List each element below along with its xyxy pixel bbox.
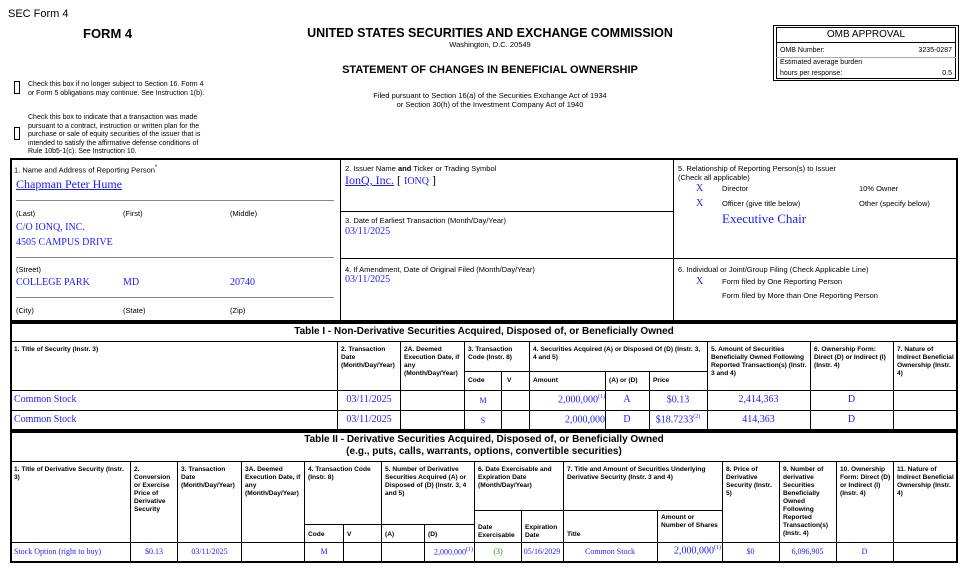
t2-a-header: (A) (385, 531, 395, 538)
one-person-mark: X (696, 276, 704, 287)
earliest-transaction-label: 3. Date of Earliest Transaction (Month/Day/Year) (345, 216, 507, 225)
agency-city: Washington, D.C. 20549 (449, 40, 531, 49)
reporting-person-name-link[interactable]: Chapman Peter Hume (16, 177, 122, 191)
table-row: Stock Option (right to buy) $0.13 03/11/2025 M 2,000,000$^{(1)}$ (3) 05/16/2029 Common Stock 2,000,000$^{(1)}$ $0 6,096,905 D (14, 545, 868, 557)
t2-date-exercisable-header: Date Exercisable (478, 524, 515, 539)
officer-label: Officer (give title below) (722, 199, 801, 208)
t1-col2a-header: 2A. Deemed Execution Date, if any (Month/Day/Year) (404, 346, 460, 377)
t2-col2-header: 2. Conversion or Exercise Price of Derivative Security (134, 466, 171, 513)
checkbox2-text: Check this box to indicate that a transaction was made pursuant to a contract, instruction or written plan for the purchase or sale of equity securities of the issuer that is intended to satisfy the affirmative defense conditions of Rule 10b5-1(c). See Instruction 10. (28, 114, 201, 155)
state-value: MD (123, 277, 140, 288)
t1-col6-header: 6. Ownership Form: Direct (D) or Indirect (I) (Instr. 4) (814, 346, 886, 369)
t1-price-header: Price (653, 377, 670, 384)
ten-pct-owner-label: 10% Owner (859, 184, 899, 193)
issuer-label: 2. Issuer Name and Ticker or Trading Symbol (345, 164, 497, 173)
omb-number-value: 3235-0287 (918, 47, 952, 54)
t2-col3-header: 3. Transaction Date (Month/Day/Year) (181, 466, 235, 489)
reporting-person-label: 1. Name and Address of Reporting Person* (14, 165, 158, 175)
multi-person-label: Form filed by More than One Reporting Person (722, 291, 878, 300)
checkbox1-text: Check this box if no longer subject to Section 16. Form 4 or Form 5 obligations may continue. See Instruction 1(b). (28, 81, 205, 97)
table2-subtitle: (e.g., puts, calls, warrants, options, convertible securities) (346, 446, 622, 457)
address-line1: C/O IONQ, INC. (16, 222, 85, 233)
t2-col4-header: 4. Transaction Code (Instr. 8) (308, 466, 371, 481)
table-row: Common Stock 03/11/2025 S 2,000,000 D $18.7233$^{(2)}$ 414,363 D (14, 414, 856, 426)
address-line2: 4505 CAMPUS DRIVE (16, 237, 113, 248)
t1-code-header: Code (468, 377, 485, 384)
t2-col1-header: 1. Title of Derivative Security (Instr. 3) (14, 466, 124, 481)
omb-title: OMB APPROVAL (826, 29, 906, 40)
last-label: (Last) (16, 209, 36, 218)
t2-col6-header: 6. Date Exercisable and Expiration Date (Month/Day/Year) (478, 466, 552, 489)
t1-col3-header: 3. Transaction Code (Instr. 8) (468, 346, 513, 361)
issuer-name-line: IonQ, Inc. [ IONQ ] (345, 173, 436, 187)
middle-label: (Middle) (230, 209, 258, 218)
t1-col5-header: 5. Amount of Securities Beneficially Owned Following Reported Transaction(s) (Instr. 3 and 4) (711, 346, 807, 377)
t2-col11-header: 11. Nature of Indirect Beneficial Ownership (Instr. 4) (897, 466, 954, 497)
zip-label: (Zip) (230, 306, 246, 315)
city-label: (City) (16, 306, 34, 315)
one-person-label: Form filed by One Reporting Person (722, 277, 843, 286)
t2-col7-header: 7. Title and Amount of Securities Underlying Derivative Security (Instr. 3 and 4) (567, 466, 706, 481)
rule-10b5-1-checkbox[interactable] (14, 127, 20, 140)
t1-col4-header: 4. Securities Acquired (A) or Disposed Of (D) (Instr. 3, 4 and 5) (533, 346, 701, 361)
omb-hours-label: hours per response: (780, 70, 843, 77)
state-label: (State) (123, 306, 146, 315)
t2-expiration-header: Expiration Date (525, 524, 558, 539)
amendment-date: 03/11/2025 (345, 274, 391, 285)
t2-col9-header: 9. Number of derivative Securities Beneficially Owned Following Reported Transaction(s) (Instr. 4) (783, 466, 829, 537)
officer-title: Executive Chair (722, 211, 807, 226)
t2-title-header: Title (567, 531, 581, 538)
t1-col1-header: 1. Title of Security (Instr. 3) (14, 346, 99, 353)
filing-label: 6. Individual or Joint/Group Filing (Check Applicable Line) (678, 265, 869, 274)
t2-col5-header: 5. Number of Derivative Securities Acquired (A) or Disposed of (D) (Instr. 3, 4 and 5) (385, 466, 467, 497)
street-label: (Street) (16, 265, 42, 274)
t1-col7-header: 7. Nature of Indirect Beneficial Ownership (Instr. 4) (897, 346, 954, 377)
first-label: (First) (123, 209, 143, 218)
sec-form-label: SEC Form 4 (8, 8, 69, 20)
table-row: Common Stock 03/11/2025 M 2,000,000$^{(1)}$ A $0.13 2,414,363 D (14, 394, 856, 406)
t1-col2-header: 2. Transaction Date (Month/Day/Year) (341, 346, 395, 369)
t2-v-header: V (347, 531, 352, 538)
omb-hours-value: 0.5 (942, 70, 952, 77)
relationship-label: 5. Relationship of Reporting Person(s) to Issuer (Check all applicable) (678, 164, 836, 182)
statement-title: STATEMENT OF CHANGES IN BENEFICIAL OWNERSHIP (342, 64, 638, 76)
t2-d-header: (D) (428, 531, 438, 538)
issuer-ticker: IONQ (403, 176, 429, 187)
earliest-transaction-date: 03/11/2025 (345, 226, 391, 237)
table1-title: Table I - Non-Derivative Securities Acquired, Disposed of, or Beneficially Owned (294, 326, 674, 337)
director-label: Director (722, 184, 749, 193)
t1-amount-header: Amount (533, 377, 558, 384)
zip-value: 20740 (230, 277, 255, 288)
no-longer-subject-checkbox[interactable] (14, 81, 20, 94)
officer-mark: X (696, 198, 704, 209)
city-value: COLLEGE PARK (16, 277, 90, 288)
t2-col10-header: 10. Ownership Form: Direct (D) or Indirect (I) (Instr. 4) (840, 466, 891, 497)
director-mark: X (696, 183, 704, 194)
other-label: Other (specify below) (859, 199, 930, 208)
table2-title: Table II - Derivative Securities Acquired, Disposed of, or Beneficially Owned (304, 434, 664, 445)
issuer-name-link[interactable]: IonQ, Inc. (345, 173, 394, 187)
t2-col3a-header: 3A. Deemed Execution Date, if any (Month/Day/Year) (245, 466, 301, 497)
t2-amount-header: Amount or Number of Shares (661, 514, 718, 529)
filed-pursuant-2: or Section 30(h) of the Investment Company Act of 1940 (396, 100, 584, 109)
filed-pursuant-1: Filed pursuant to Section 16(a) of the Securities Exchange Act of 1934 (373, 91, 607, 100)
t1-ad-header: (A) or (D) (609, 377, 638, 384)
t2-code-header: Code (308, 531, 325, 538)
agency-title: UNITED STATES SECURITIES AND EXCHANGE COMMISSION (307, 26, 673, 40)
form-title: FORM 4 (83, 26, 133, 41)
t2-col8-header: 8. Price of Derivative Security (Instr. 5) (726, 466, 772, 497)
omb-burden-label: Estimated average burden (780, 59, 863, 66)
omb-number-label: OMB Number: (780, 47, 825, 54)
t1-v-header: V (507, 377, 512, 384)
amendment-label: 4. If Amendment, Date of Original Filed (Month/Day/Year) (345, 265, 535, 274)
